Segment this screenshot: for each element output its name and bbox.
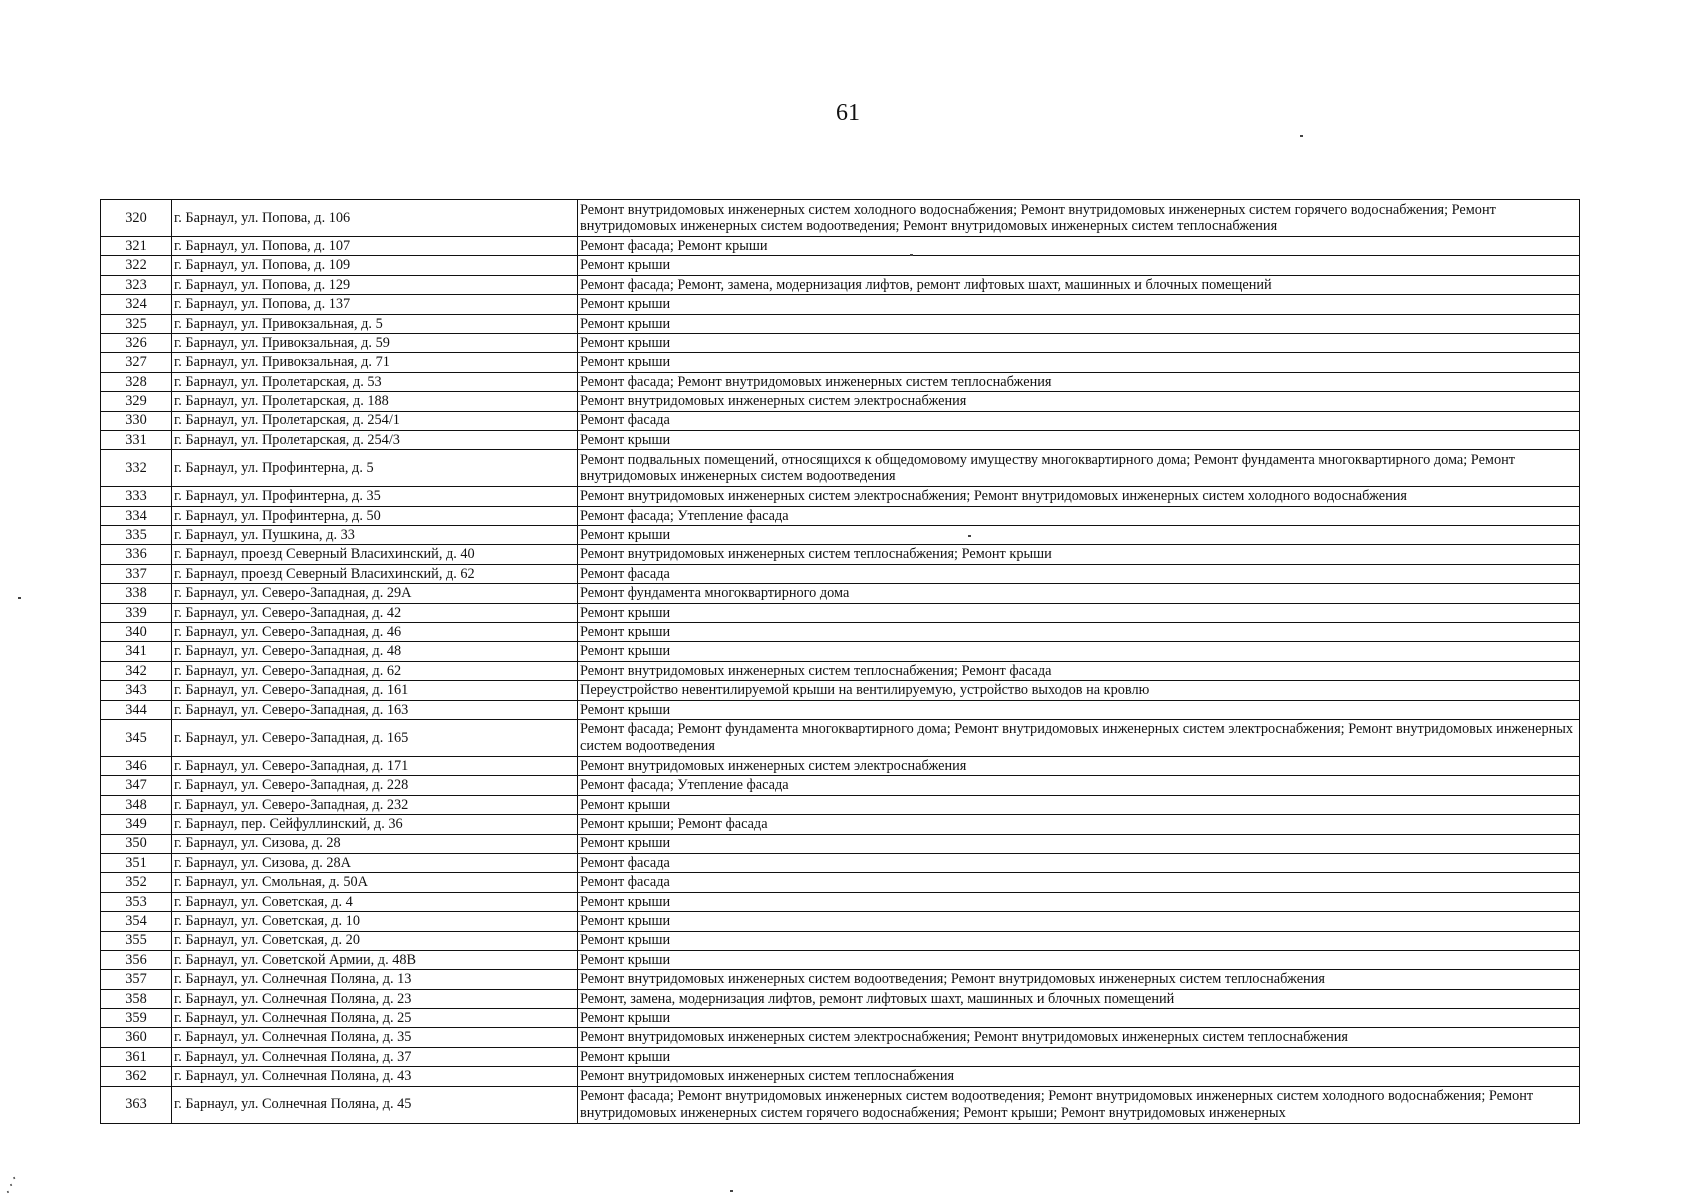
row-number: 326 [101,333,172,352]
row-work-types: Ремонт крыши [578,353,1580,372]
row-work-types: Ремонт крыши [578,912,1580,931]
row-number: 342 [101,661,172,680]
table-row [101,392,1580,411]
row-number: 339 [101,603,172,622]
row-work-types: Ремонт крыши [578,931,1580,950]
row-work-types: Ремонт крыши [578,256,1580,275]
row-number: 354 [101,912,172,931]
table-row [101,834,1580,853]
table-row [101,333,1580,352]
table-row [101,892,1580,911]
row-address: г. Барнаул, ул. Сизова, д. 28 [172,834,578,853]
row-address: г. Барнаул, ул. Северо-Западная, д. 42 [172,603,578,622]
table-row [101,776,1580,795]
scan-speck [18,597,21,599]
row-work-types: Ремонт крыши [578,333,1580,352]
row-address: г. Барнаул, ул. Привокзальная, д. 71 [172,353,578,372]
row-address: г. Барнаул, ул. Привокзальная, д. 5 [172,314,578,333]
table-row [101,873,1580,892]
table-row [101,487,1580,506]
row-number: 344 [101,700,172,719]
row-work-types: Ремонт крыши [578,623,1580,642]
table-row [101,1067,1580,1086]
row-work-types: Ремонт фасада; Ремонт фундамента многоквартирного дома; Ремонт внутридомовых инженерных систем электроснабжения; Ремонт внутридомовых инженерных систем водоотведения [578,719,1580,756]
table-row [101,200,1580,237]
row-address: г. Барнаул, ул. Северо-Западная, д. 163 [172,700,578,719]
row-address: г. Барнаул, ул. Северо-Западная, д. 161 [172,681,578,700]
row-work-types: Ремонт крыши [578,314,1580,333]
row-work-types: Ремонт фасада [578,564,1580,583]
row-number: 329 [101,392,172,411]
row-address: г. Барнаул, ул. Профинтерна, д. 50 [172,506,578,525]
row-work-types: Ремонт крыши; Ремонт фасада [578,815,1580,834]
row-number: 343 [101,681,172,700]
row-address: г. Барнаул, проезд Северный Власихинский, д. 40 [172,545,578,564]
table-row [101,1047,1580,1066]
row-work-types: Ремонт фасада; Ремонт, замена, модернизация лифтов, ремонт лифтовых шахт, машинных и блочных помещений [578,275,1580,294]
row-work-types: Ремонт подвальных помещений, относящихся к общедомовому имуществу многоквартирного дома; Ремонт фундамента многоквартирного дома; Ремонт внутридомовых инженерных систем водоотведения [578,450,1580,487]
row-number: 350 [101,834,172,853]
row-work-types: Ремонт внутридомовых инженерных систем теплоснабжения [578,1067,1580,1086]
row-work-types: Ремонт внутридомовых инженерных систем теплоснабжения; Ремонт крыши [578,545,1580,564]
row-work-types: Ремонт крыши [578,603,1580,622]
row-address: г. Барнаул, ул. Попова, д. 107 [172,237,578,256]
row-number: 334 [101,506,172,525]
row-work-types: Ремонт фасада; Ремонт внутридомовых инженерных систем водоотведения; Ремонт внутридомовых инженерных систем холодного водоснабжения; Ремонт внутридомовых инженерных систем горячего водоснабжения; Ремонт крыши; Ремонт внутридомовых инженерных [578,1086,1580,1123]
table-row [101,970,1580,989]
table-row [101,756,1580,775]
row-number: 325 [101,314,172,333]
repair-registry-table [100,199,1580,1124]
row-work-types: Ремонт внутридомовых инженерных систем электроснабжения [578,392,1580,411]
row-address: г. Барнаул, ул. Советская, д. 4 [172,892,578,911]
table-row [101,314,1580,333]
row-address: г. Барнаул, ул. Солнечная Поляна, д. 37 [172,1047,578,1066]
table-row [101,275,1580,294]
row-number: 337 [101,564,172,583]
row-work-types: Ремонт фасада; Утепление фасада [578,776,1580,795]
row-number: 336 [101,545,172,564]
row-address: г. Барнаул, ул. Северо-Западная, д. 228 [172,776,578,795]
row-work-types: Ремонт внутридомовых инженерных систем водоотведения; Ремонт внутридомовых инженерных систем теплоснабжения [578,970,1580,989]
scan-speck [910,254,913,256]
row-work-types: Ремонт, замена, модернизация лифтов, ремонт лифтовых шахт, машинных и блочных помещений [578,989,1580,1008]
row-work-types: Ремонт крыши [578,1047,1580,1066]
row-address: г. Барнаул, ул. Северо-Западная, д. 46 [172,623,578,642]
row-number: 363 [101,1086,172,1123]
table-row [101,256,1580,275]
row-number: 332 [101,450,172,487]
row-number: 353 [101,892,172,911]
table-row [101,506,1580,525]
table-row [101,681,1580,700]
row-work-types: Ремонт внутридомовых инженерных систем холодного водоснабжения; Ремонт внутридомовых инженерных систем горячего водоснабжения; Ремонт внутридомовых инженерных систем водоотведения; Ремонт внутридомовых инженерных систем теплоснабжения [578,200,1580,237]
row-address: г. Барнаул, ул. Попова, д. 137 [172,295,578,314]
table-row [101,564,1580,583]
row-number: 323 [101,275,172,294]
row-number: 327 [101,353,172,372]
row-number: 321 [101,237,172,256]
scan-corner-mark: ⋰ [0,1174,22,1197]
row-work-types: Переустройство невентилируемой крыши на вентилируемую, устройство выходов на кровлю [578,681,1580,700]
row-work-types: Ремонт крыши [578,430,1580,449]
row-work-types: Ремонт крыши [578,892,1580,911]
row-address: г. Барнаул, ул. Северо-Западная, д. 165 [172,719,578,756]
row-address: г. Барнаул, ул. Профинтерна, д. 5 [172,450,578,487]
row-number: 346 [101,756,172,775]
row-address: г. Барнаул, ул. Пролетарская, д. 254/3 [172,430,578,449]
row-work-types: Ремонт крыши [578,795,1580,814]
row-number: 331 [101,430,172,449]
row-address: г. Барнаул, ул. Пролетарская, д. 254/1 [172,411,578,430]
row-number: 338 [101,584,172,603]
row-number: 360 [101,1028,172,1047]
table-row [101,700,1580,719]
row-address: г. Барнаул, ул. Солнечная Поляна, д. 25 [172,1009,578,1028]
table-row [101,411,1580,430]
page-number: 61 [836,100,860,126]
row-number: 333 [101,487,172,506]
row-work-types: Ремонт крыши [578,834,1580,853]
row-number: 349 [101,815,172,834]
table-row [101,372,1580,391]
row-work-types: Ремонт внутридомовых инженерных систем электроснабжения [578,756,1580,775]
row-address: г. Барнаул, ул. Пролетарская, д. 53 [172,372,578,391]
row-address: г. Барнаул, ул. Привокзальная, д. 59 [172,333,578,352]
row-address: г. Барнаул, ул. Северо-Западная, д. 62 [172,661,578,680]
row-number: 322 [101,256,172,275]
row-work-types: Ремонт фасада [578,411,1580,430]
scan-speck [730,1190,733,1192]
row-work-types: Ремонт внутридомовых инженерных систем электроснабжения; Ремонт внутридомовых инженерных систем холодного водоснабжения [578,487,1580,506]
row-address: г. Барнаул, ул. Солнечная Поляна, д. 23 [172,989,578,1008]
row-work-types: Ремонт внутридомовых инженерных систем электроснабжения; Ремонт внутридомовых инженерных систем теплоснабжения [578,1028,1580,1047]
row-work-types: Ремонт крыши [578,700,1580,719]
table-row [101,584,1580,603]
table-row [101,853,1580,872]
table-row [101,989,1580,1008]
table-row [101,430,1580,449]
table-row [101,661,1580,680]
row-address: г. Барнаул, ул. Попова, д. 109 [172,256,578,275]
table-row [101,526,1580,545]
row-work-types: Ремонт крыши [578,642,1580,661]
row-number: 320 [101,200,172,237]
scan-speck [968,535,971,537]
table-row [101,1028,1580,1047]
row-number: 361 [101,1047,172,1066]
row-number: 356 [101,950,172,969]
row-number: 348 [101,795,172,814]
row-address: г. Барнаул, ул. Солнечная Поляна, д. 45 [172,1086,578,1123]
row-work-types: Ремонт крыши [578,950,1580,969]
table-row [101,931,1580,950]
row-work-types: Ремонт фасада [578,853,1580,872]
table-row [101,623,1580,642]
row-address: г. Барнаул, ул. Северо-Западная, д. 29А [172,584,578,603]
row-number: 362 [101,1067,172,1086]
row-number: 330 [101,411,172,430]
row-number: 335 [101,526,172,545]
row-number: 341 [101,642,172,661]
row-number: 345 [101,719,172,756]
row-address: г. Барнаул, ул. Смольная, д. 50А [172,873,578,892]
row-address: г. Барнаул, ул. Советской Армии, д. 48В [172,950,578,969]
row-number: 357 [101,970,172,989]
registry-table-body [101,200,1580,1124]
table-row [101,353,1580,372]
table-row [101,545,1580,564]
row-work-types: Ремонт внутридомовых инженерных систем теплоснабжения; Ремонт фасада [578,661,1580,680]
row-address: г. Барнаул, ул. Солнечная Поляна, д. 35 [172,1028,578,1047]
table-row [101,1086,1580,1123]
row-work-types: Ремонт крыши [578,295,1580,314]
table-row [101,237,1580,256]
row-address: г. Барнаул, ул. Советская, д. 20 [172,931,578,950]
row-address: г. Барнаул, ул. Солнечная Поляна, д. 13 [172,970,578,989]
row-address: г. Барнаул, ул. Попова, д. 106 [172,200,578,237]
table-row [101,1009,1580,1028]
row-address: г. Барнаул, ул. Профинтерна, д. 35 [172,487,578,506]
row-address: г. Барнаул, проезд Северный Власихинский, д. 62 [172,564,578,583]
table-row [101,795,1580,814]
scan-speck [1300,135,1303,137]
row-work-types: Ремонт фасада; Утепление фасада [578,506,1580,525]
row-work-types: Ремонт фасада [578,873,1580,892]
table-row [101,815,1580,834]
row-work-types: Ремонт крыши [578,1009,1580,1028]
table-row [101,642,1580,661]
row-work-types: Ремонт фасада; Ремонт внутридомовых инженерных систем теплоснабжения [578,372,1580,391]
table-row [101,295,1580,314]
row-work-types: Ремонт фасада; Ремонт крыши [578,237,1580,256]
row-address: г. Барнаул, ул. Пушкина, д. 33 [172,526,578,545]
row-number: 347 [101,776,172,795]
row-number: 351 [101,853,172,872]
table-row [101,912,1580,931]
row-address: г. Барнаул, ул. Солнечная Поляна, д. 43 [172,1067,578,1086]
row-address: г. Барнаул, ул. Северо-Западная, д. 171 [172,756,578,775]
row-address: г. Барнаул, ул. Пролетарская, д. 188 [172,392,578,411]
table-row [101,950,1580,969]
row-work-types: Ремонт фундамента многоквартирного дома [578,584,1580,603]
row-number: 358 [101,989,172,1008]
row-address: г. Барнаул, ул. Попова, д. 129 [172,275,578,294]
row-number: 352 [101,873,172,892]
row-number: 359 [101,1009,172,1028]
table-row [101,450,1580,487]
row-work-types: Ремонт крыши [578,526,1580,545]
row-number: 328 [101,372,172,391]
table-row [101,719,1580,756]
row-number: 324 [101,295,172,314]
row-address: г. Барнаул, ул. Северо-Западная, д. 48 [172,642,578,661]
row-number: 340 [101,623,172,642]
row-address: г. Барнаул, пер. Сейфуллинский, д. 36 [172,815,578,834]
row-number: 355 [101,931,172,950]
row-address: г. Барнаул, ул. Сизова, д. 28А [172,853,578,872]
row-address: г. Барнаул, ул. Советская, д. 10 [172,912,578,931]
row-address: г. Барнаул, ул. Северо-Западная, д. 232 [172,795,578,814]
table-row [101,603,1580,622]
